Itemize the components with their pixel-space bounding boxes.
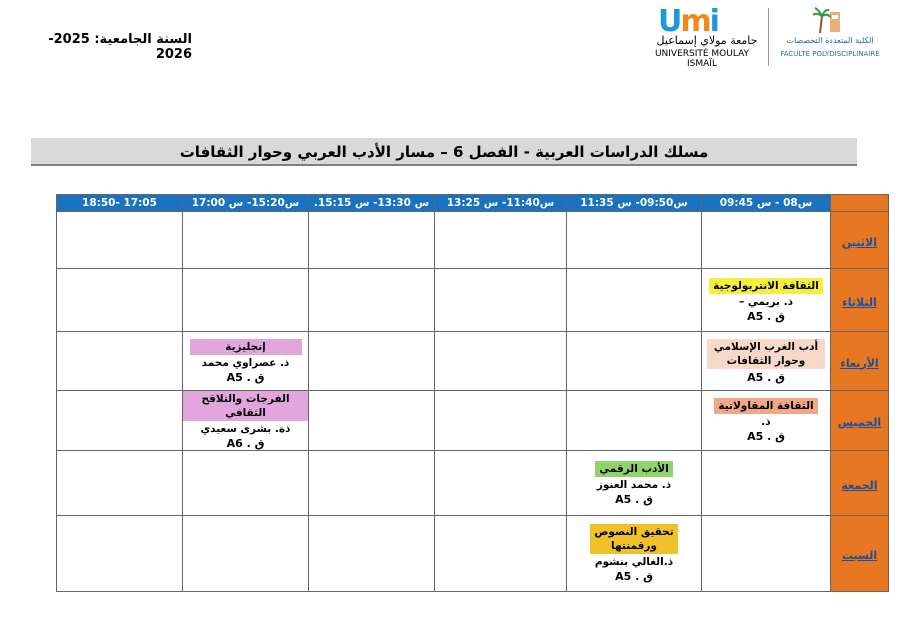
empty-slot	[702, 516, 831, 592]
empty-slot	[567, 332, 702, 391]
empty-slot	[309, 332, 435, 391]
professor-name: ذ. محمد العنوز	[596, 478, 672, 491]
slot-header: 17:05 -18:50	[57, 195, 183, 212]
room: ق . A5	[747, 370, 785, 384]
course-name: الفرجات والتلاقح الثقافي	[183, 391, 308, 421]
umi-logo	[640, 4, 762, 68]
empty-slot	[57, 391, 183, 451]
umi-french-name: UNIVERSITÉ MOULAY ISMAÏL	[654, 49, 750, 69]
course-name: أدب الغرب الإسلامي وحوار الثقافات	[707, 339, 825, 369]
empty-slot	[183, 212, 309, 269]
umi-arabic-name: جامعة مولاي إسماعيل	[656, 34, 758, 47]
course-name: الثقافة المقاولاتية	[714, 398, 817, 414]
day-row-monday	[57, 212, 889, 269]
day-label-cell	[831, 516, 889, 592]
day-label: السبت	[841, 549, 878, 562]
professor-name: ذ. عصراوي محمد	[201, 356, 290, 369]
empty-slot	[567, 212, 702, 269]
empty-slot	[183, 451, 309, 516]
logo-divider	[768, 8, 769, 66]
empty-slot	[57, 332, 183, 391]
faculty-french-name: FACULTÉ POLYDISCIPLINAIRE	[780, 50, 880, 58]
slot-header: س15:20- س 17:00	[183, 195, 309, 212]
class-slot	[702, 391, 831, 451]
class-slot	[567, 451, 702, 516]
empty-slot	[702, 451, 831, 516]
day-label: الثلاثاء	[842, 295, 877, 309]
empty-slot	[57, 212, 183, 269]
faculty-logo	[780, 4, 880, 68]
empty-slot	[57, 516, 183, 592]
empty-slot	[309, 391, 435, 451]
empty-slot	[183, 516, 309, 592]
faculty-arabic-name: الكلية المتعددة التخصصات	[786, 36, 874, 45]
slot-header: س 13:30- س 15:15.	[309, 195, 435, 212]
room: ق . A5	[747, 309, 785, 323]
empty-slot	[309, 212, 435, 269]
timetable	[56, 194, 889, 592]
empty-slot	[435, 269, 567, 332]
academic-year: السنة الجامعية: 2025-2026	[48, 32, 192, 62]
professor-name: ذ. بريمي –	[738, 295, 794, 308]
slot-header: س09:50- س 11:35	[567, 195, 702, 212]
room: ق . A5	[226, 370, 265, 384]
day-row-tuesday	[57, 269, 889, 332]
course-name: إنجليزية	[190, 339, 302, 355]
room: ق . A5	[615, 492, 653, 506]
day-label-cell	[831, 332, 889, 391]
empty-slot	[435, 451, 567, 516]
page-title: مسلك الدراسات العربية - الفصل 6 – مسار الأدب العربي وحوار الثقافات	[31, 138, 857, 166]
class-slot	[183, 332, 309, 391]
empty-slot	[309, 451, 435, 516]
day-label-cell	[831, 269, 889, 332]
professor-name: ذ.	[761, 416, 771, 428]
slot-header: س08 - س 09:45	[702, 195, 831, 212]
day-label: الأربعاء	[840, 356, 879, 370]
empty-slot	[435, 391, 567, 451]
corner-cell	[831, 195, 889, 212]
room: ق . A5	[615, 570, 653, 583]
course-name: الأدب الرقمي	[595, 461, 673, 477]
day-row-saturday	[57, 516, 889, 592]
empty-slot	[435, 332, 567, 391]
day-label-cell	[831, 451, 889, 516]
empty-slot	[702, 212, 831, 269]
empty-slot	[309, 516, 435, 592]
day-label-cell	[831, 212, 889, 269]
empty-slot	[567, 269, 702, 332]
professor-name: ذ.الغالي بنشوم	[594, 556, 674, 568]
empty-slot	[57, 451, 183, 516]
empty-slot	[183, 269, 309, 332]
empty-slot	[435, 516, 567, 592]
day-label: الاثنين	[842, 235, 877, 249]
class-slot	[702, 269, 831, 332]
palm-tree-icon	[812, 6, 842, 34]
class-slot	[183, 391, 309, 451]
empty-slot	[309, 269, 435, 332]
room: ق . A5	[747, 430, 785, 443]
course-name: الثقافة الانتربولوجية	[709, 278, 823, 294]
empty-slot	[567, 391, 702, 451]
class-slot	[567, 516, 702, 592]
slot-header: س11:40- س 13:25	[435, 195, 567, 212]
day-label-cell	[831, 391, 889, 451]
logos	[640, 4, 880, 74]
empty-slot	[57, 269, 183, 332]
day-row-friday	[57, 451, 889, 516]
professor-name: ذة. بشرى سعيدي	[200, 423, 291, 435]
course-name: تحقيق النصوص ورقمنتها	[590, 524, 678, 554]
day-label: الجمعة	[841, 478, 878, 492]
umi-logo-mark-icon: Umi	[658, 4, 718, 39]
empty-slot	[435, 212, 567, 269]
room: ق . A6	[226, 437, 265, 450]
day-row-wednesday	[57, 332, 889, 391]
class-slot	[702, 332, 831, 391]
slot-header-row	[57, 195, 889, 212]
day-label: الخميس	[837, 416, 882, 429]
day-row-thursday	[57, 391, 889, 451]
